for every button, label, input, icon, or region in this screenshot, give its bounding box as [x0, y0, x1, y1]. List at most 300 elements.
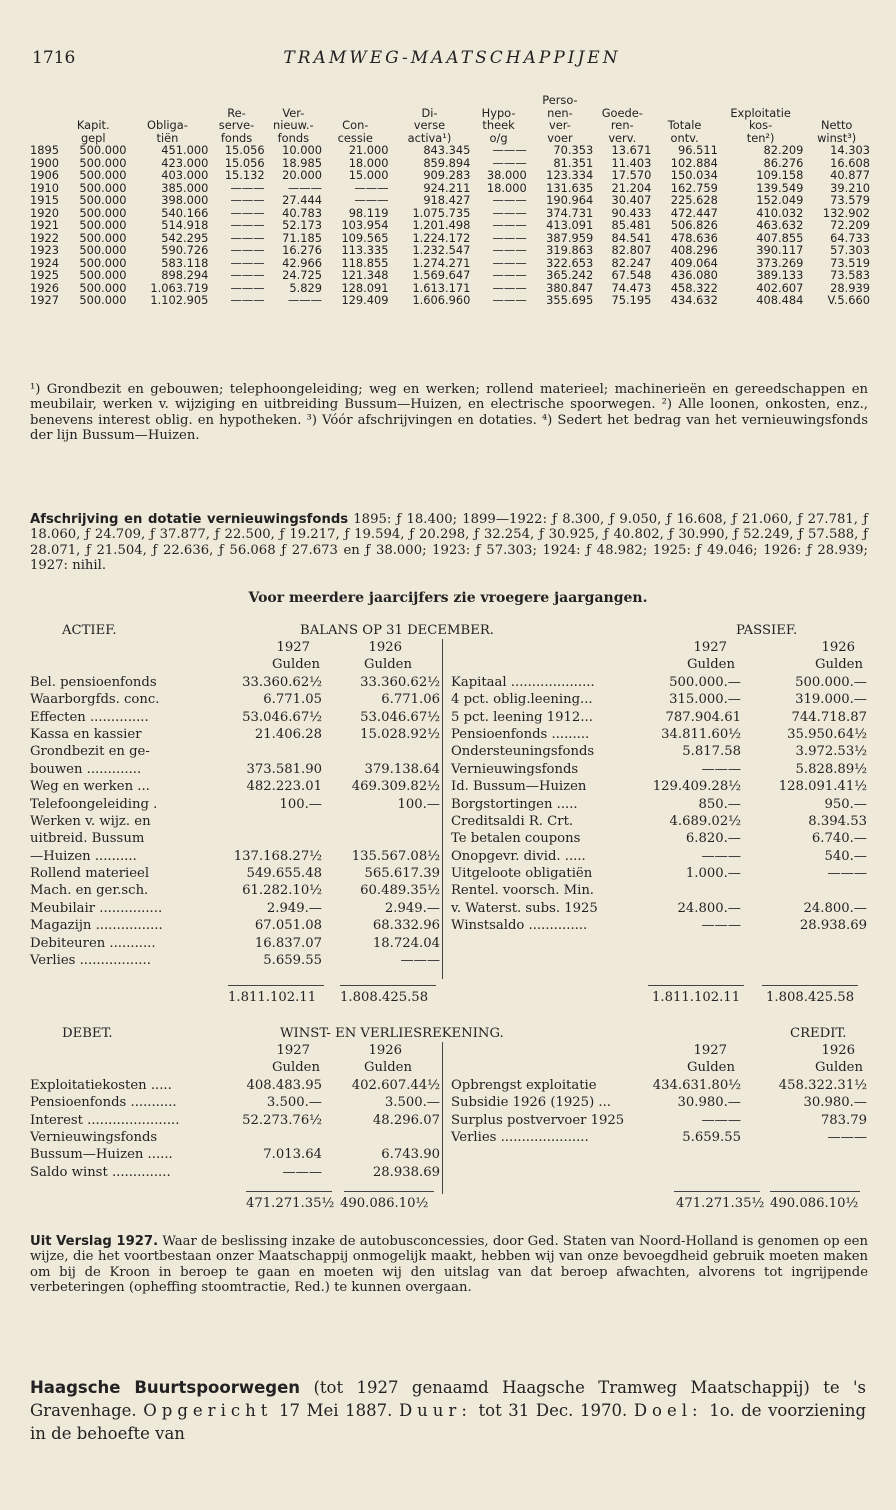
amount-1926: 402.607.44½ [351, 1077, 440, 1093]
account-label: Bussum—Huizen ...... [30, 1147, 173, 1163]
account-row [443, 674, 867, 691]
account-row [30, 882, 440, 899]
stats-cell: 390.117 [756, 243, 804, 257]
stats-cell: 15.056 [224, 143, 265, 157]
stats-header-cell: fonds [277, 130, 310, 145]
opgericht-label: Opgericht [143, 1401, 273, 1420]
stats-cell: 478.636 [670, 230, 718, 245]
page-number: 1716 [32, 48, 76, 68]
stats-cell: 423.000 [161, 155, 209, 170]
stats-cell: 500.000 [79, 218, 127, 232]
stats-header-cell: Hypo- [481, 105, 516, 120]
account-label: Grondbezit en ge- [30, 744, 150, 760]
stats-cell: 436.080 [670, 268, 718, 282]
amount-1926: 53.046.67½ [360, 709, 440, 725]
account-row [30, 865, 440, 882]
amount-1926: ——— [827, 866, 867, 882]
account-row [443, 691, 867, 708]
stats-cell: 86.276 [763, 155, 804, 170]
stats-cell: 75.195 [611, 293, 652, 307]
verslag-text: Waar de beslissing inzake de autobusconcessies, door Ged. Staten van Noord-Holland is genomen op een wijze, die het voortbestaan onzer Maatschappij onmogelijk maakt, hebben wij van onze bevoegdheid gebruik moeten maken om bij de Kroon in beroep te gaan en moeten wij den uitslag van dat beroep afwachten, alvorens tot ingrijpende verbeteringen (opheffing stoomtractie, Red.) te kunnen overgaan. [30, 1234, 868, 1296]
account-row [443, 900, 867, 917]
account-label: Vernieuwingsfonds [451, 761, 579, 777]
year-1927: 1927 [693, 640, 727, 655]
stats-cell: 389.133 [756, 268, 804, 282]
stats-cell: 40.877 [830, 168, 870, 182]
verslag-title: Uit Verslag 1927. [30, 1234, 159, 1249]
account-label: Kassa en kassier [30, 726, 142, 742]
account-row [443, 761, 867, 778]
stats-cell: 71.185 [282, 230, 323, 245]
stats-year: 1926 [30, 280, 59, 295]
stats-cell: 27.444 [282, 193, 323, 207]
amount-1926: 28.938.69 [799, 918, 867, 934]
amount-1927: ——— [282, 1164, 322, 1180]
stats-cell: 387.959 [546, 230, 594, 245]
amount-1926: 2.949.— [384, 900, 440, 916]
account-label: Onopgevr. divid. ..... [451, 848, 586, 864]
stats-header-cell: Netto [820, 118, 853, 132]
account-label: Effecten .............. [30, 709, 149, 725]
amount-1926: 379.138.64 [364, 761, 440, 777]
account-row [443, 813, 867, 830]
stats-cell: 73.519 [830, 255, 870, 270]
stats-year: 1925 [30, 268, 59, 282]
stats-cell: 540.166 [161, 205, 209, 220]
stats-year: 1906 [30, 168, 59, 182]
account-label: Id. Bussum—Huizen [451, 779, 587, 795]
debet-total-1926: 490.086.10½ [340, 1196, 429, 1211]
stats-cell: 1.063.719 [150, 280, 209, 295]
afschrijving-title: Afschrijving en dotatie vernieuwingsfonds [30, 512, 349, 527]
stats-cell: 15.132 [224, 168, 265, 182]
amount-1926: 28.938.69 [372, 1164, 440, 1180]
stats-header-cell: Obliga- [147, 118, 188, 132]
account-row [443, 1129, 867, 1146]
amount-1927: 129.409.28½ [652, 779, 741, 795]
stats-header-cell [322, 94, 389, 119]
account-label: 5 pct. leening 1912... [451, 709, 593, 725]
amount-1926: 30.980.— [803, 1095, 867, 1111]
unit-gulden: Gulden [364, 657, 412, 673]
amount-1927: 549.655.48 [246, 866, 322, 882]
haagsche-text-1: (tot 1927 genaamd Haagsche Tramweg Maatschappij) te 's Gravenhage. [30, 1378, 866, 1420]
account-row [443, 882, 867, 899]
stats-cell: 319.863 [546, 243, 594, 257]
account-row [30, 726, 440, 743]
account-label: v. Waterst. subs. 1925 [451, 900, 598, 916]
year-1927: 1927 [276, 640, 310, 655]
stats-year: 1900 [30, 155, 59, 170]
stats-header-cell: Goede- [601, 105, 643, 120]
stats-cell: 11.403 [611, 155, 652, 170]
account-label: Interest ...................... [30, 1112, 180, 1128]
amount-1927: 850.— [698, 796, 741, 812]
account-label: Verlies ..................... [451, 1129, 589, 1145]
year-1926: 1926 [368, 640, 402, 655]
stats-header-cell: Exploitatie [730, 105, 791, 120]
amount-1927: 4.689.02½ [669, 813, 741, 829]
amount-1926: 128.091.41½ [778, 779, 867, 795]
stats-cell: 72.209 [830, 218, 870, 232]
stats-cell: 590.726 [161, 243, 209, 257]
amount-1927: ——— [701, 848, 741, 864]
stats-cell: 322.653 [546, 255, 594, 270]
stats-cell: ——— [492, 143, 527, 157]
stats-cell: 500.000 [79, 230, 127, 245]
stats-cell: 190.964 [546, 193, 594, 207]
stats-header-cell [651, 94, 718, 119]
amount-1926: ——— [400, 953, 440, 969]
account-label: Exploitatiekosten ..... [30, 1077, 172, 1093]
stats-cell: ——— [492, 155, 527, 170]
stats-cell: 365.242 [546, 268, 594, 282]
amount-1927: 5.659.55 [263, 953, 322, 969]
stats-cell: ——— [492, 280, 527, 295]
amount-1926: 6.771.06 [381, 692, 440, 708]
stats-cell: 500.000 [79, 255, 127, 270]
account-row [443, 1112, 867, 1129]
stats-cell: 20.000 [282, 168, 323, 182]
stats-header-cell: Di- [421, 105, 438, 120]
amount-1926: 33.360.62½ [360, 674, 440, 690]
amount-1926: 6.743.90 [381, 1147, 440, 1163]
account-row [30, 1129, 440, 1146]
account-label: Mach. en ger.sch. [30, 883, 149, 899]
haagsche-text-4: 1o. de voorziening in de behoefte van [30, 1401, 867, 1443]
meerdere-note: Voor meerdere jaarcijfers zie vroegere jaargangen. [248, 590, 648, 606]
stats-cell: ——— [287, 180, 323, 195]
credit-total-1927: 471.271.35½ [676, 1196, 765, 1211]
stats-cell: 74.473 [611, 280, 652, 295]
amount-1926: 783.79 [820, 1112, 867, 1128]
stats-cell: 413.091 [546, 218, 594, 232]
stats-cell: 408.484 [756, 293, 804, 307]
stats-cell: 42.966 [282, 255, 323, 270]
amount-1927: 434.631.80½ [652, 1077, 741, 1093]
amount-1926: 540.— [824, 848, 867, 864]
stats-cell: ——— [230, 255, 265, 270]
actief-title: ACTIEF. [62, 623, 117, 638]
account-row [443, 778, 867, 795]
account-label: Telefoongeleiding . [30, 796, 158, 812]
stats-cell: ——— [492, 268, 527, 282]
stats-cell: 1.613.171 [412, 280, 471, 295]
account-row [30, 1112, 440, 1129]
stats-header-cell: tiën [156, 130, 179, 145]
amount-1926: 500.000.— [795, 674, 867, 690]
account-label: Pensioenfonds ......... [451, 726, 590, 742]
duur-label: Duur: [398, 1401, 472, 1420]
afschrijving-paragraph [30, 512, 868, 574]
account-row [30, 848, 440, 865]
amount-1927: 787.904.61 [665, 709, 741, 725]
profit-loss-account [30, 1025, 866, 1194]
amount-1926: 3.500.— [384, 1095, 440, 1111]
stats-cell: 500.000 [79, 280, 127, 295]
amount-1927: 67.051.08 [254, 918, 322, 934]
account-label: uitbreid. Bussum [30, 831, 145, 847]
stats-cell: 73.579 [830, 193, 870, 207]
winst-title: WINST- EN VERLIESREKENING. [280, 1026, 504, 1041]
account-label: Borgstortingen ..... [451, 796, 578, 812]
amount-1926: 18.724.04 [372, 935, 440, 951]
stats-row [30, 219, 870, 232]
amount-1926: 3.972.53½ [795, 744, 867, 760]
amount-1927: 16.837.07 [254, 935, 322, 951]
stats-cell: 129.409 [341, 293, 389, 307]
amount-1926: 6.740.— [811, 831, 867, 847]
stats-cell: 38.000 [486, 168, 527, 182]
account-row [443, 743, 867, 760]
amount-1927: 21.406.28 [254, 726, 322, 742]
stats-cell: ——— [230, 180, 265, 195]
stats-cell: 13.671 [611, 143, 652, 157]
stats-cell: 500.000 [79, 155, 127, 170]
stats-cell: V.5.660 [827, 293, 870, 307]
stats-header-cell [30, 119, 60, 132]
stats-cell: 500.000 [79, 205, 127, 220]
account-row [30, 796, 440, 813]
account-row [443, 1077, 867, 1094]
stats-year: 1910 [30, 180, 59, 195]
actief-total-1927: 1.811.102.11 [228, 990, 317, 1005]
amount-1927: 5.659.55 [682, 1129, 741, 1145]
amount-1927: 61.282.10½ [242, 883, 322, 899]
unit-gulden: Gulden [815, 657, 863, 673]
amount-1926: 15.028.92½ [360, 726, 440, 742]
stats-cell: ——— [492, 255, 527, 270]
amount-1927: 2.949.— [266, 900, 322, 916]
stats-cell: 82.247 [611, 255, 652, 270]
stats-year: 1924 [30, 255, 59, 270]
account-row [30, 1077, 440, 1094]
year-1926: 1926 [821, 640, 855, 655]
stats-cell: 123.334 [546, 168, 594, 182]
stats-cell: 472.447 [670, 205, 718, 220]
stats-year: 1921 [30, 218, 59, 232]
passief-total-1926: 1.808.425.58 [766, 990, 855, 1005]
actief-total-1926: 1.808.425.58 [340, 990, 429, 1005]
account-row [443, 709, 867, 726]
account-row [443, 1094, 867, 1111]
haagsche-text-3: tot 31 Dec. 1970. [478, 1401, 628, 1420]
stats-cell: 40.783 [282, 205, 323, 220]
credit-total-1926: 490.086.10½ [770, 1196, 859, 1211]
stats-cell: 407.855 [756, 230, 804, 245]
stats-cell: 70.353 [553, 143, 594, 157]
stats-cell: ——— [230, 280, 265, 295]
stats-cell: 500.000 [79, 243, 127, 257]
account-row [30, 778, 440, 795]
haagsche-text-2: 17 Mei 1887. [278, 1401, 393, 1420]
account-label: Uitgeloote obligatiën [451, 866, 593, 882]
account-row [30, 952, 440, 969]
unit-gulden: Gulden [272, 657, 320, 673]
amount-1927: 373.581.90 [246, 761, 322, 777]
amount-1927: 482.223.01 [246, 779, 322, 795]
account-row [30, 1146, 440, 1163]
account-row [443, 796, 867, 813]
stats-cell: 909.283 [423, 168, 471, 182]
stats-cell: 162.759 [670, 180, 718, 195]
account-label: Weg en werken ... [30, 779, 150, 795]
stats-cell: 73.583 [830, 268, 870, 282]
unit-gulden: Gulden [687, 657, 735, 673]
debet-title: DEBET. [62, 1026, 113, 1041]
account-label: Bel. pensioenfonds [30, 674, 157, 690]
stats-header-cell: Con- [342, 118, 369, 132]
stats-header-cell: Re- [227, 105, 246, 120]
stats-header-cell: verse [413, 118, 446, 132]
account-label: Debiteuren ........... [30, 935, 156, 951]
stats-header-cell: verv. [608, 130, 637, 145]
account-row [30, 1094, 440, 1111]
amount-1927: 6.771.05 [263, 692, 322, 708]
stats-cell: 403.000 [161, 168, 209, 182]
stats-cell: 458.322 [670, 280, 718, 295]
stats-cell: 18.985 [282, 155, 323, 170]
amount-1927: 1.000.— [685, 866, 741, 882]
stats-cell: 225.628 [670, 193, 718, 207]
stats-cell: 1.075.735 [412, 205, 471, 220]
stats-cell: 380.847 [546, 280, 594, 295]
amount-1926: 35.950.64½ [787, 726, 867, 742]
account-label: Ondersteuningsfonds [451, 744, 595, 760]
stats-header-cell: ten²) [746, 130, 775, 145]
stats-cell: ——— [492, 193, 527, 207]
stats-header-cell [60, 94, 127, 119]
stats-cell: ——— [230, 218, 265, 232]
stats-cell: 500.000 [79, 193, 127, 207]
stats-row [30, 269, 870, 282]
account-label: Saldo winst .............. [30, 1164, 171, 1180]
stats-cell: 506.826 [670, 218, 718, 232]
stats-cell: 102.884 [670, 155, 718, 170]
amount-1927: 7.013.64 [263, 1147, 322, 1163]
amount-1926: 24.800.— [803, 900, 867, 916]
account-label: Winstsaldo .............. [451, 918, 588, 934]
stats-cell: 500.000 [79, 180, 127, 195]
amount-1927: 6.820.— [685, 831, 741, 847]
stats-row [30, 144, 870, 157]
stats-header-cell: activa¹) [407, 130, 452, 145]
doel-label: Doel: [633, 1401, 703, 1420]
haagsche-paragraph [30, 1376, 866, 1445]
account-row [30, 761, 440, 778]
amount-1926: 8.394.53 [808, 813, 867, 829]
stats-cell: 410.032 [756, 205, 804, 220]
amount-1927: ——— [701, 761, 741, 777]
stats-header-cell: gepl [80, 130, 106, 145]
stats-cell: 21.000 [348, 143, 389, 157]
year-1926: 1926 [368, 1043, 402, 1058]
stats-cell: 398.000 [161, 193, 209, 207]
stats-cell: 408.296 [670, 243, 718, 257]
account-row [443, 726, 867, 743]
stats-cell: ——— [230, 268, 265, 282]
stats-row [30, 169, 870, 182]
account-label: Te betalen coupons [451, 831, 581, 847]
account-row [30, 813, 440, 830]
stats-cell: 514.918 [161, 218, 209, 232]
stats-header-cell: winst³) [817, 130, 857, 145]
amount-1926: 68.332.96 [372, 918, 440, 934]
stats-cell: 14.303 [830, 143, 870, 157]
account-label: Subsidie 1926 (1925) ... [451, 1095, 611, 1111]
afschrijving-text: 1895: ƒ 18.400; 1899—1922: ƒ 8.300, ƒ 9.050, ƒ 16.608, ƒ 21.060, ƒ 27.781, ƒ 18.060, ƒ 24.709, ƒ 37.877, ƒ 22.500, ƒ 19.217, ƒ 19.594, ƒ 20.298, ƒ 32.254, ƒ 30.925, ƒ 40.802, ƒ 30.990, ƒ 52.249, ƒ 57.588, ƒ 28.071, ƒ 21.504, ƒ 22.636, ƒ 56.068 ƒ 27.673 en ƒ 38.000; 1923: ƒ 57.303; 1924: ƒ 48.982; 1925: ƒ 49.046; 1926: ƒ 28.939; 1927: nihil. [30, 512, 868, 574]
stats-cell: 109.158 [756, 168, 804, 182]
stats-cell: ——— [492, 243, 527, 257]
amount-1926: 744.718.87 [791, 709, 867, 725]
account-row [443, 865, 867, 882]
stats-cell: 500.000 [79, 293, 127, 307]
stats-cell: 131.635 [546, 180, 594, 195]
account-label: Magazijn ................ [30, 918, 163, 934]
account-label: Surplus postvervoer 1925 [451, 1112, 625, 1128]
account-label: Opbrengst exploitatie [451, 1077, 597, 1093]
amount-1927: 315.000.— [669, 692, 741, 708]
stats-cell: 1.274.271 [412, 255, 471, 270]
stats-cell: 918.427 [423, 193, 471, 207]
account-row [30, 709, 440, 726]
verslag-paragraph [30, 1234, 868, 1296]
account-label: Pensioenfonds ........... [30, 1095, 177, 1111]
amount-1927: 100.— [279, 796, 322, 812]
stats-cell: 150.034 [670, 168, 718, 182]
stats-header-cell: o/g [489, 130, 508, 145]
stats-cell: ——— [354, 180, 389, 195]
amount-1926: 950.— [824, 796, 867, 812]
stats-cell: 82.807 [611, 243, 652, 257]
page-header [32, 48, 872, 72]
stats-header-cell: ren- [610, 118, 634, 132]
unit-gulden: Gulden [364, 1060, 412, 1076]
stats-cell: 118.855 [341, 255, 389, 270]
stats-cell: 434.632 [670, 293, 718, 307]
stats-cell: 113.335 [341, 243, 389, 257]
year-1927: 1927 [276, 1043, 310, 1058]
stats-header-cell [30, 94, 60, 119]
stats-cell: 57.303 [830, 243, 870, 257]
account-label: Vernieuwingsfonds [30, 1129, 158, 1145]
stats-cell: ——— [230, 243, 265, 257]
amount-1927: 30.980.— [677, 1095, 741, 1111]
amount-1926: 565.617.39 [364, 866, 440, 882]
stats-cell: 402.607 [756, 280, 804, 295]
stats-cell: 17.570 [611, 168, 652, 182]
amount-1926: 319.000.— [795, 692, 867, 708]
stats-cell: ——— [230, 293, 265, 307]
account-label: —Huizen .......... [30, 848, 137, 864]
stats-cell: 409.064 [670, 255, 718, 270]
stats-cell: 82.209 [763, 143, 804, 157]
amount-1927: ——— [701, 918, 741, 934]
stats-cell: 18.000 [348, 155, 389, 170]
stats-cell: 373.269 [756, 255, 804, 270]
stats-row [30, 244, 870, 257]
stats-header-cell: kos- [748, 118, 773, 132]
amount-1927: 53.046.67½ [242, 709, 322, 725]
account-label: Verlies ................. [30, 953, 151, 969]
stats-year: 1915 [30, 193, 59, 207]
amount-1926: 60.489.35½ [360, 883, 440, 899]
stats-cell: 30.407 [611, 193, 652, 207]
stats-cell: 451.000 [161, 143, 209, 157]
stats-cell: 385.000 [161, 180, 209, 195]
stats-cell: 374.731 [546, 205, 594, 220]
stats-year: 1923 [30, 243, 59, 257]
